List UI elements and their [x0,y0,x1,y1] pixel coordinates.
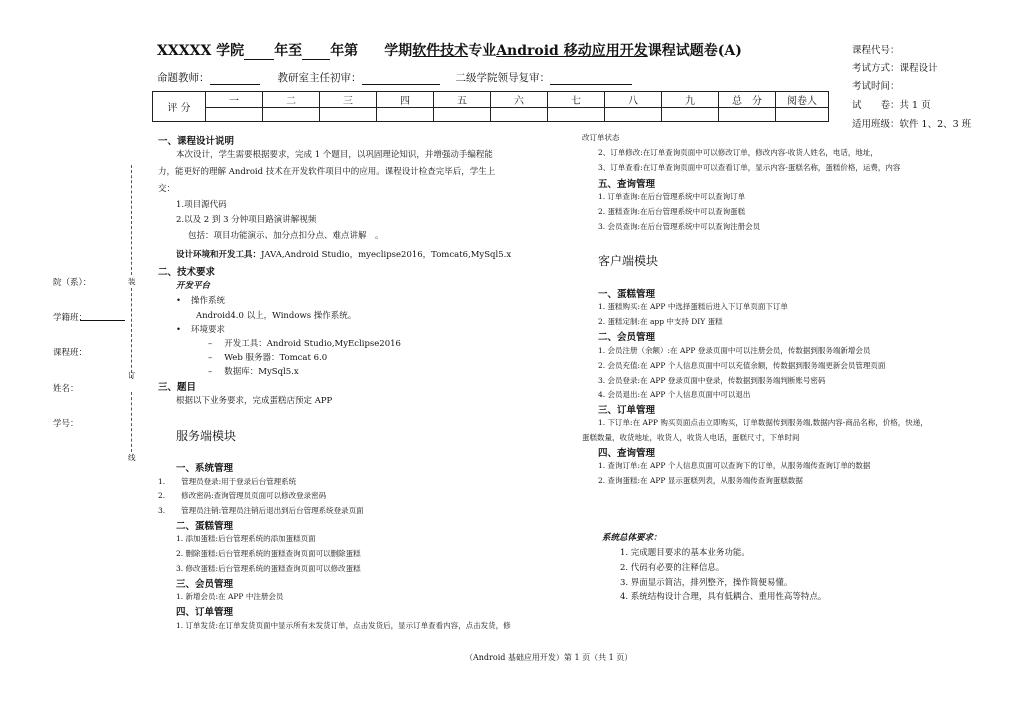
list-item: 1. 添加蛋糕:后台管理系统的添加蛋糕页面 [176,534,316,543]
score-cell[interactable] [548,108,605,122]
list-item: 4. 会员退出:在 APP 个人信息页面中可以退出 [598,390,751,399]
list-item: 1. 管理员登录:用于登录后台管理系统 [158,477,297,486]
score-cell[interactable] [605,108,662,122]
list-item: 2. 修改密码:查询管理员页面可以修改登录密码 [158,491,327,500]
env-line: 设计环境和开发工具：JAVA,Android Studio，myeclipse2016，Tomcat6,MySql5.x [176,250,512,260]
name-label: 姓名： [53,384,79,394]
course-class-label: 课程班： [53,348,88,358]
module-title: 客户端模块 [598,254,659,268]
section-title: 二、技术要求 [158,267,216,278]
class-no-label: 学籍班： [53,313,88,323]
list-item: 蛋糕数量，收货地址，收货人，收货人电话，蛋糕尺寸，下单时间 [582,433,800,442]
list-item: 3. 修改蛋糕:后台管理系统的蛋糕查询页面可以修改蛋糕 [176,564,361,573]
page-title: XXXXX 学院 年至 年第 学期软件技术专业Android 移动应用开发课程试题卷(A) [157,43,742,59]
binding-dash-bottom [131,392,132,452]
binding-mark-top: 装 [128,277,136,286]
score-cell[interactable] [377,108,434,122]
tool-item: – 开发工具：Android Studio,MyEclipse2016 [208,339,401,349]
score-cell[interactable] [434,108,491,122]
tool-item: – Web 服务器：Tomcat 6.0 [208,353,328,363]
exam-method: 考试方式：课程设计 [852,63,938,74]
score-cell[interactable] [206,108,263,122]
score-col: 总 分 [719,92,776,108]
score-cell[interactable] [662,108,719,122]
sub-section-title: 三、会员管理 [176,579,234,590]
list-item: 3. 会员登录:在 APP 登录页面中登录，传数据到服务端判断账号密码 [598,376,826,385]
list-item: 3. 管理员注销:管理员注销后退出到后台管理系统登录页面 [158,506,364,515]
list-item: 1. 会员注册（余额）:在 APP 登录页面中可以注册会员，传数据到服务端新增会员 [598,346,871,355]
list-item: 3. 会员查询:在后台管理系统中可以查询注册会员 [598,222,761,231]
requirement-item: 2. 代码有必要的注释信息。 [620,563,725,573]
requirement-item: 3. 界面显示简洁，排列整齐，操作简便易懂。 [620,578,793,588]
list-item: 2、订单修改:在订单查询页面中可以修改订单，修改内容-收货人姓名，电话，地址， [598,148,878,157]
year-from-blank [244,45,274,60]
leader-blank [550,70,632,85]
dash-icon: – [208,353,213,363]
list-item: 1. 订单发货:在订单发货页面中显示所有未发货订单，点击发货后，显示订单查看内容，点击发货，修 [176,621,511,630]
sub-section-title: 二、蛋糕管理 [176,521,234,532]
paragraph-line: 交： [158,184,176,194]
director-blank [362,70,440,85]
requirement-item: 4. 系统结构设计合理，具有低耦合、重用性高等特点。 [620,592,827,602]
score-cell[interactable] [719,108,776,122]
bullet-icon: • [176,325,182,335]
requirements-title: 系统总体要求： [602,533,662,543]
binding-dash-mid [131,288,132,378]
score-cell[interactable] [263,108,320,122]
score-col: 九 [662,92,719,108]
exam-time: 考试时间： [852,81,900,92]
platform-heading: 开发平台 [176,281,211,291]
list-item: 2.以及 2 到 3 分钟项目路演讲解视频 [176,215,317,225]
score-col: 四 [377,92,434,108]
binding-dash-top [131,165,132,275]
student-id-label: 学号： [53,419,79,429]
setter-blank [210,70,260,85]
module-title: 服务端模块 [176,429,237,443]
sub-section-title: 三、订单管理 [598,405,656,416]
page-footer: （Android 基础应用开发）第 1 页（共 1 页） [465,653,633,662]
paragraph-line: 力，能更好的理解 Android 技术在开发软件项目中的应用。课程设计检查完毕后，学生上 [158,167,496,177]
os-value: Android4.0 以上，Windows 操作系统。 [196,311,357,321]
score-label: 评 分 [153,92,206,122]
score-col: 六 [491,92,548,108]
list-item: 2. 蛋糕定制:在 app 中支持 DIY 蛋糕 [598,317,723,326]
list-item: 1. 蛋糕购买:在 APP 中选择蛋糕后进入下订单页面下订单 [598,302,788,311]
score-cell[interactable] [491,108,548,122]
score-cell[interactable] [776,108,829,122]
list-item: 1.项目源代码 [176,200,227,210]
score-table [152,91,829,122]
requirement-item: 1. 完成题目要求的基本业务功能。 [620,548,750,558]
class-no-blank [80,320,125,321]
sub-section-title: 四、订单管理 [176,607,234,618]
list-item: 包括：项目功能演示、加分点扣分点、难点讲解 。 [188,231,384,241]
bullet-item: • 操作系统 [176,296,226,306]
list-item: 3、订单查看:在订单查询页面中可以查看订单，显示内容-蛋糕名称，蛋糕价格，运费，内容 [598,163,901,172]
signature-row: 命题教师： 教研室主任初审： 二级学院领导复审： [157,70,632,85]
score-col: 八 [605,92,662,108]
list-item: 1. 查询订单:在 APP 个人信息页面可以查询下的订单，从服务端传查询订单的数据 [598,461,871,470]
binding-mark-mid: 订 [128,371,136,380]
sub-section-title: 一、蛋糕管理 [598,289,656,300]
list-item: 2. 查询蛋糕:在 APP 显示蛋糕列表，从服务端传查询蛋糕数据 [598,476,803,485]
list-item: 1. 订单查询:在后台管理系统中可以查询订单 [598,192,746,201]
score-col: 阅卷人 [776,92,829,108]
section-title: 三、题目 [158,382,197,393]
dash-icon: – [208,367,213,377]
dash-icon: – [208,339,213,349]
sub-section-title: 一、系统管理 [176,463,234,474]
score-col: 七 [548,92,605,108]
list-item: 2. 删除蛋糕:后台管理系统的蛋糕查询页面可以删除蛋糕 [176,549,361,558]
tool-item: – 数据库：MySql5.x [208,367,299,377]
list-item: 2. 会员充值:在 APP 个人信息页面中可以充值余额，传数据到服务端更新会员管理页面 [598,361,886,370]
list-item: 1. 新增会员:在 APP 中注册会员 [176,592,284,601]
year-to-blank [302,45,330,60]
score-col: 一 [206,92,263,108]
dept-label: 院（系）： [53,278,92,288]
bullet-icon: • [176,296,182,306]
volume-info: 试 卷：共 1 页 [852,100,931,111]
score-col: 五 [434,92,491,108]
list-item: 改订单状态 [582,133,620,142]
binding-mark-bottom: 线 [128,453,136,462]
sub-section-title: 五、查询管理 [598,179,656,190]
score-col: 三 [320,92,377,108]
course-code: 课程代号： [852,45,900,56]
score-cell[interactable] [320,108,377,122]
paragraph-line: 本次设计，学生需要根据要求，完成 1 个题目，以巩固理论知识，并增强动手编程能 [176,150,493,160]
sub-section-title: 二、会员管理 [598,332,656,343]
score-col: 二 [263,92,320,108]
bullet-item: • 环境要求 [176,325,226,335]
list-item: 2. 蛋糕查询:在后台管理系统中可以查询蛋糕 [598,207,746,216]
sub-section-title: 四、查询管理 [598,448,656,459]
paragraph-line: 根据以下业务要求，完成蛋糕店预定 APP [176,396,333,406]
section-title: 一、课程设计说明 [158,136,235,147]
applicable-classes: 适用班级：软件 1、2、3 班 [852,119,972,130]
list-item: 1. 下订单:在 APP 购买页面点击立即购买，订单数据传到服务端,数据内容-商品名称，价格，快递， [598,418,928,427]
